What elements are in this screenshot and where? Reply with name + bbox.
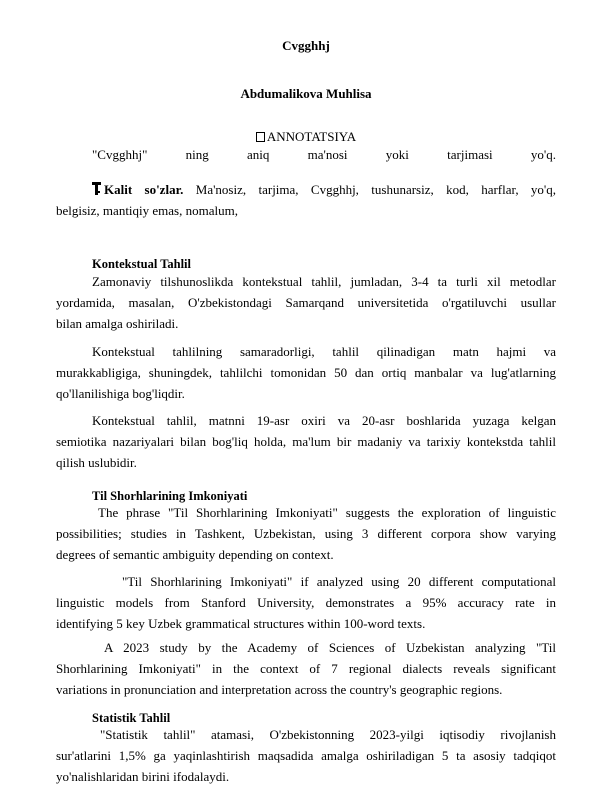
paragraph-line: "Statistik tahlil" atamasi, O'zbekistonning 2023-yilgi iqtisodiy rivojlanish xyxy=(100,727,556,742)
contextual-paragraph-1 xyxy=(56,271,556,334)
paragraph-line: A 2023 study by the Academy of Sciences of Uzbekistan analyzing "Til xyxy=(104,640,556,655)
keywords-line-2: belgisiz, mantiqiy emas, nomalum, xyxy=(56,203,238,218)
section-heading-interpretation: Til Shorhlarining Imkoniyati xyxy=(92,489,248,503)
annotation-heading xyxy=(0,129,612,145)
author-name: Abdumalikova Muhlisa xyxy=(240,86,372,101)
paragraph-line: Zamonaviy tilshunoslikda kontekstual tahlil, jumladan, 3-4 ta turli xil metodlar xyxy=(92,274,556,289)
paragraph-line: degrees of semantic ambiguity depending on context. xyxy=(56,547,334,562)
missing-glyph-icon xyxy=(256,132,265,142)
section-heading-contextual: Kontekstual Tahlil xyxy=(92,257,191,271)
key-icon xyxy=(92,182,101,195)
paragraph-line: bilan amalga oshiriladi. xyxy=(56,316,179,331)
paragraph-line: Shorhlarining Imkoniyati" in the context of 7 regional dialects reveals significant xyxy=(56,661,556,676)
annotation-line: "Cvgghhj" ning aniq ma'nosi yoki tarjimasi yo'q. xyxy=(92,147,556,162)
paragraph-line: identifying 5 key Uzbek grammatical structures within 100-word texts. xyxy=(56,616,426,631)
interpretation-paragraph-2 xyxy=(56,571,556,634)
keywords-line-1 xyxy=(56,179,556,200)
paragraph-line: possibilities; studies in Tashkent, Uzbekistan, using 3 different corpora show varying xyxy=(56,526,556,541)
paragraph-line: "Til Shorhlarining Imkoniyati" if analyzed using 20 different computational xyxy=(122,574,556,589)
keywords-label: Kalit so'zlar. xyxy=(104,182,184,197)
paragraph-line: linguistic models from Stanford University, demonstrates a 95% accuracy rate in xyxy=(56,595,556,610)
paragraph-line: yo'nalishlaridan birini ifodalaydi. xyxy=(56,769,230,784)
paragraph-line: semiotika nazariyalari bilan bog'liq holda, ma'lum bir madaniy va tarixiy kontekstda tahlil xyxy=(56,434,556,449)
paragraph-line: sur'atlarini 1,5% ga yaqinlashtirish maqsadida amalga oshiriladigan 5 ta asosiy tadqiqot xyxy=(56,748,556,763)
interpretation-paragraph-1 xyxy=(56,502,556,565)
contextual-paragraph-3 xyxy=(56,410,556,473)
keywords-list: Ma'nosiz, tarjima, Cvgghhj, tushunarsiz, kod, harflar, yo'q, xyxy=(195,182,556,197)
paragraph-line: murakkabligiga, shuningdek, tahlilchi tomonidan 50 dan ortiq manbalar va lug'atlarning xyxy=(56,365,556,380)
paragraph-line: Kontekstual tahlil, matnni 19-asr oxiri va 20-asr boshlarida yuzaga kelgan xyxy=(92,413,556,428)
paragraph-line: qo'llanilishiga bog'liqdir. xyxy=(56,386,185,401)
paragraph-line: The phrase "Til Shorhlarining Imkoniyati" suggests the exploration of linguistic xyxy=(98,505,556,520)
statistical-paragraph-1 xyxy=(56,724,556,787)
keywords-paragraph xyxy=(56,179,556,221)
contextual-paragraph-2 xyxy=(56,341,556,404)
interpretation-paragraph-3 xyxy=(56,637,556,700)
annotation-heading-text: ANNOTATSIYA xyxy=(266,129,357,144)
document-title: Cvgghhj xyxy=(282,38,330,53)
annotation-text xyxy=(56,144,556,165)
paragraph-line: yordamida, masalan, O'zbekistondagi Samarqand universitetida o'rgatiluvchi usullar xyxy=(56,295,556,310)
section-heading-statistical: Statistik Tahlil xyxy=(92,711,171,725)
paragraph-line: qilish uslubidir. xyxy=(56,455,137,470)
paragraph-line: Kontekstual tahlilning samaradorligi, tahlil qilinadigan matn hajmi va xyxy=(92,344,556,359)
paragraph-line: variations in pronunciation and interpretation across the country's geographic regions. xyxy=(56,682,503,697)
